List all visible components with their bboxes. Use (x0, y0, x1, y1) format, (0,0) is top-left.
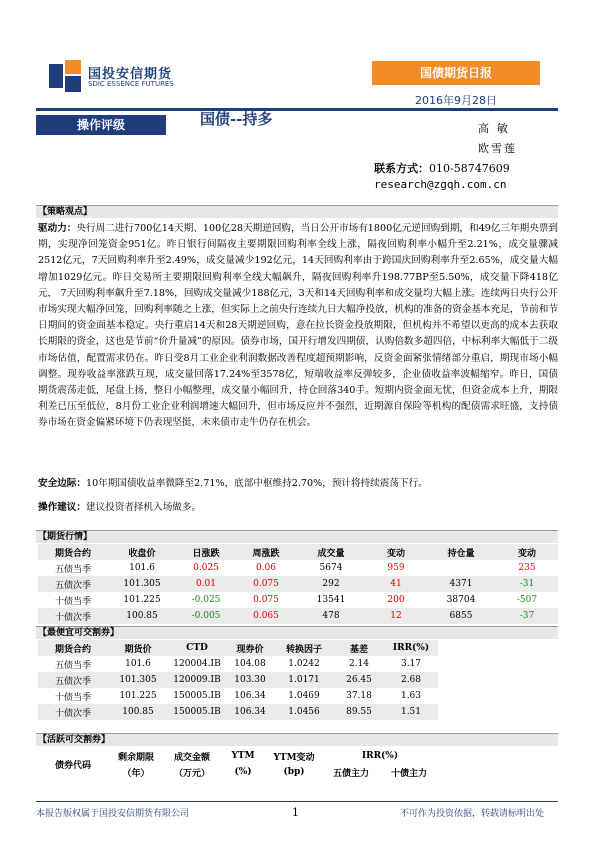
table-cell: 959 (387, 563, 405, 573)
table-cell: 1.63 (400, 691, 422, 701)
table-cell: 五债次季 (38, 576, 108, 592)
table-cell: 1.0242 (288, 659, 320, 669)
active-section-title: 【活跃可交割券】 (36, 733, 558, 746)
table-cell: 0.065 (236, 608, 296, 624)
active-header-irr-10y: 十债主力 (390, 768, 427, 779)
futures-header-cell: 期货合约 (38, 544, 108, 560)
table-cell: -31 (496, 576, 558, 592)
footer-copyright: 本报告版权属于国投安信期货有限公司 (36, 809, 190, 819)
table-cell: -0.025 (191, 595, 221, 605)
table-cell: 89.55 (334, 704, 384, 720)
table-cell: -507 (516, 595, 538, 605)
active-header-volume: 成交金额 (173, 752, 210, 763)
table-cell: 十债次季 (38, 608, 108, 624)
active-header-irr: IRR(%) (361, 751, 399, 761)
ctd-header-cell: 转换因子 (274, 640, 334, 656)
table-cell (426, 560, 496, 576)
futures-header-cell: 持仓量 (426, 544, 496, 560)
ctd-header-cell: 基差 (334, 640, 384, 656)
active-table (38, 748, 438, 780)
ctd-header-row (38, 640, 438, 656)
table-cell: 101.225 (119, 691, 157, 701)
table-cell: 26.45 (334, 672, 384, 688)
table-cell: 150005.IB (168, 704, 226, 720)
logo-company-name: 国投安信期货 (88, 67, 173, 82)
table-cell: 1.0171 (274, 672, 334, 688)
table-cell: 2.68 (384, 672, 438, 688)
contact-label: 联系方式： (374, 162, 429, 175)
table-cell: 0.075 (236, 576, 296, 592)
table-cell: 120004.IB (173, 659, 221, 669)
table-cell: 200 (387, 595, 405, 605)
contact-phone: 010-58747609 (429, 162, 510, 175)
active-header-term: 剩余期限 (117, 752, 154, 763)
table-cell: 103.30 (226, 672, 274, 688)
table-cell: 12 (366, 608, 426, 624)
footer-disclaimer: 不可作为投资依据，转载请标明出处 (400, 809, 545, 819)
ctd-header-cell: 期货合约 (38, 640, 108, 656)
table-cell: 十债次季 (38, 704, 108, 720)
table-cell: 104.08 (234, 659, 266, 669)
futures-header-cell: 变动 (496, 544, 558, 560)
table-row (38, 608, 558, 624)
table-cell: 0.075 (253, 595, 279, 605)
table-cell: 235 (518, 563, 536, 573)
table-cell: -0.005 (176, 608, 236, 624)
table-cell: 100.85 (108, 704, 168, 720)
table-cell: 4371 (426, 576, 496, 592)
table-cell: 3.17 (400, 659, 422, 669)
table-cell: 101.225 (123, 595, 161, 605)
table-row (38, 592, 558, 608)
active-header-term-unit: （年） (122, 768, 150, 779)
futures-header-cell: 变动 (366, 544, 426, 560)
report-date: 2016年9月28日 (415, 94, 497, 107)
table-cell: 101.305 (108, 672, 168, 688)
ctd-header-cell: 现券价 (226, 640, 274, 656)
table-cell: 101.6 (125, 659, 151, 669)
table-cell: 41 (366, 576, 426, 592)
safety-text: 10年期国债收益率微降至2.71%，底部中枢维持2.70%，预计将持续震荡下行。 (85, 478, 428, 489)
table-row (38, 576, 558, 592)
report-headline: 国债--持多 (200, 110, 273, 128)
active-header-volume-unit: （万元） (173, 768, 210, 779)
futures-header-row (38, 544, 558, 560)
table-cell: 106.34 (226, 704, 274, 720)
futures-header-cell: 收盘价 (108, 544, 176, 560)
ctd-header-cell: CTD (168, 640, 226, 656)
table-cell: 38704 (446, 595, 476, 605)
active-header-irr-5y: 五债主力 (332, 768, 369, 779)
table-cell: 0.06 (255, 563, 277, 573)
table-cell: 478 (296, 608, 366, 624)
table-cell: 101.6 (129, 563, 155, 573)
rating-label: 操作评级 (36, 115, 166, 135)
futures-table (38, 544, 558, 624)
futures-section-title: 【期货行情】 (36, 530, 558, 543)
report-type-banner: 国债期货日报 (372, 61, 540, 85)
active-header-ytmchg-unit: (bp) (283, 767, 305, 777)
ctd-table (38, 640, 438, 720)
analyst-name-2: 欧雪莲 (478, 142, 517, 155)
analyst-name-1: 高敏 (478, 122, 516, 135)
drivers-label: 驱动力： (38, 223, 77, 234)
table-cell: 1.0456 (274, 704, 334, 720)
table-cell: 十债当季 (54, 692, 91, 703)
active-header-ytmchg: YTM变动 (273, 752, 315, 763)
active-header-row-1 (38, 748, 438, 764)
table-cell: 0.025 (193, 563, 219, 573)
suggestion-text: 建议投资者择机入场做多。 (85, 502, 202, 513)
table-cell: 5674 (319, 563, 343, 573)
active-header-code: 债券代码 (54, 760, 91, 771)
safety-label: 安全边际： (38, 478, 86, 489)
company-logo-icon (49, 60, 81, 92)
table-cell: 6855 (426, 608, 496, 624)
table-row (38, 688, 438, 704)
strategy-section-title: 【策略观点】 (36, 205, 558, 218)
table-row (38, 704, 438, 720)
table-row (38, 672, 438, 688)
page-number: 1 (292, 806, 299, 819)
table-cell: 100.85 (108, 608, 176, 624)
table-cell: 292 (296, 576, 366, 592)
footer-divider (36, 801, 558, 802)
logo-english-name: SDIC ESSENCE FUTURES (88, 80, 174, 88)
table-row (38, 656, 438, 672)
active-header-ytm: YTM (231, 751, 255, 761)
table-cell: 1.0469 (288, 691, 320, 701)
header-divider (36, 108, 558, 111)
table-cell: 五债次季 (38, 672, 108, 688)
ctd-header-cell: 期货价 (108, 640, 168, 656)
suggestion-label: 操作建议： (38, 502, 86, 513)
table-cell: 37.18 (346, 691, 372, 701)
table-cell: 十债当季 (54, 596, 91, 607)
drivers-text: 央行周二进行700亿14天期、100亿28天期逆回购，当日公开市场有1800亿元逆回购到期，和49亿三年期央票到期，实现净回笼资金951亿。昨日银行间隔夜主要期限回购利率全线上涨，隔夜回购利率小幅升至2.21%，成交量骤减2512亿元，7天回购利率升至2.49%，成交量减少192亿元，14天回购利率由于跨国庆回购利率升至2.65%，成交量大幅增加1029亿元。昨日交易所主要期限回购利率全线大幅飙升，隔夜回购利率升198.77BP至5.50%，成交量下降418亿元， 7天回购利率飙升至7.18%，回购成交量减少188亿元，3天和14天回购利率和成交量均大幅上涨。连续两日央行公开市场实现大幅净回笼，回购利率随之上涨，但实际上之前央行连续九日大幅净投放，机构的准备的资金基本充足，节前和节日期间的资金面基本稳定。央行重启14天和28天期逆回购，意在拉长资金投放期限，但机构并不希望以更高的成本去获取长期限的资金，这也是节前“价升量减”的原因。债券市场，国开行增发四期债，认购倍数多超四倍，中标利率大幅低于二级市场估值，配置需求仍在。昨日受8月工业企业利润数据改善程度超预期影响，反资金面紧张情绪部分重启，期现市场小幅调整。现券收益率涨跌互现，成交量回落17.24%至3578亿，短端收益率反弹较多，企业债收益率波幅缩窄。昨日，国债期货震荡走低，尾盘上扬，整日小幅整理，成交量小幅回升，持仓回落340手。短期内资金面无忧，但资金成本上升，期限利差已压至低位，8月份工业企业利润增速大幅回升，但市场反应并不强烈，近期源自保险等机构的配债需求旺盛，支持债券市场在资金偏紧环境下仍表现坚挺，未来债市走牛仍存在机会。 (38, 223, 559, 429)
table-cell: 150005.IB (173, 691, 221, 701)
table-cell: 五债当季 (54, 660, 91, 671)
suggestion-paragraph (38, 500, 558, 516)
table-cell: 五债当季 (54, 564, 91, 575)
futures-header-cell: 周涨跌 (236, 544, 296, 560)
ctd-section-title: 【最便宜可交割券】 (36, 626, 558, 639)
safety-paragraph (38, 476, 558, 492)
table-cell: 2.14 (348, 659, 370, 669)
futures-header-cell: 成交量 (296, 544, 366, 560)
table-cell: 0.01 (176, 576, 236, 592)
table-cell: 106.34 (234, 691, 266, 701)
table-cell: 101.305 (108, 576, 176, 592)
ctd-header-cell: IRR(%) (384, 640, 438, 656)
contact-email: research@zgqh.com.cn (374, 178, 507, 191)
table-cell: 120009.IB (168, 672, 226, 688)
table-cell: 1.51 (384, 704, 438, 720)
futures-header-cell: 日涨跌 (176, 544, 236, 560)
contact-info (374, 160, 510, 176)
table-cell: 13541 (316, 595, 346, 605)
drivers-paragraph (38, 221, 558, 432)
active-header-ytm-unit: (%) (234, 767, 252, 777)
table-row (38, 560, 558, 576)
table-cell: -37 (496, 608, 558, 624)
